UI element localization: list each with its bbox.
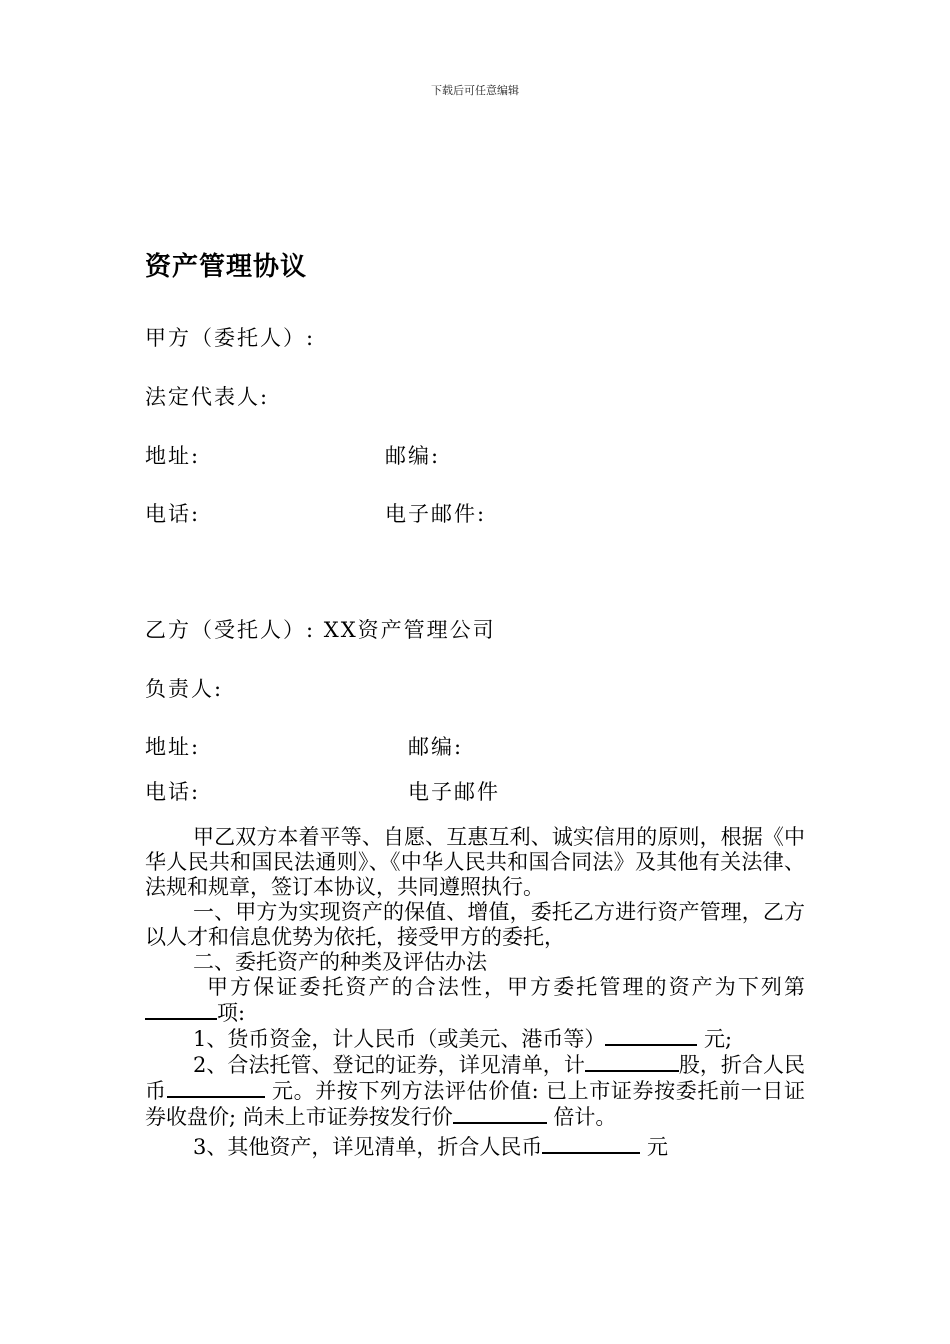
item-2-text: 2、合法托管、登记的证券，详见清单，计: [193, 1053, 585, 1077]
clause-2-intro-suffix: 项:: [217, 1001, 246, 1025]
preamble-paragraph: 甲乙双方本着平等、自愿、互惠互利、诚实信用的原则，根据《中华人民共和国民法通则》、《中华人民共和国合同法》及其他有关法律、法规和规章，签订本协议，共同遵照执行。: [145, 825, 805, 899]
clause-1-paragraph: 一、甲方为实现资产的保值、增值，委托乙方进行资产管理，乙方以人才和信息优势为依托，接受甲方的委托，: [145, 900, 805, 949]
item-3-suffix: 元: [640, 1135, 669, 1159]
item-3-other: [145, 1134, 805, 1160]
party-b-label: 乙方（受托人）: XX资产管理公司: [145, 618, 496, 642]
item-2-valuation: 元。并按下列方法评估价值: 已上市证券按委托前一日证券收盘价; 尚未上市证券按发行价: [145, 1079, 805, 1129]
party-a-label: 甲方（委托人）:: [145, 326, 316, 350]
item-1-text: 1、货币资金，计人民币（或美元、港币等）: [193, 1027, 606, 1051]
item-1-cash: [145, 1026, 805, 1052]
party-b-phone-label: 电话:: [145, 780, 201, 804]
agreement-body: [145, 825, 805, 1160]
clause-2-intro-text: 甲方保证委托资产的合法性，甲方委托管理的资产为下列第: [207, 975, 805, 999]
party-a-address-label: 地址:: [145, 444, 201, 468]
party-b-postcode-label: 邮编:: [408, 735, 464, 759]
party-a-phone-label: 电话:: [145, 502, 201, 526]
clause-2-heading: 二、委托资产的种类及评估办法: [193, 950, 487, 974]
party-b-contact: [145, 776, 500, 806]
party-a-email-label: 电子邮件:: [385, 502, 487, 526]
item-2-mid: 股，折合人民币: [145, 1053, 806, 1103]
other-assets-value-blank: [542, 1134, 640, 1154]
party-a-representative: 法定代表人:: [145, 385, 270, 409]
document-title: 资产管理协议: [145, 252, 308, 282]
issue-price-multiple-blank: [453, 1104, 547, 1124]
item-2-suffix: 倍计。: [546, 1105, 617, 1129]
cash-amount-blank: [605, 1026, 697, 1046]
party-b-address: [145, 731, 464, 761]
item-1-suffix: 元;: [697, 1027, 733, 1051]
party-a-contact: [145, 498, 487, 528]
shares-count-blank: [585, 1052, 679, 1072]
item-count-blank: [145, 1000, 217, 1020]
item-3-text: 3、其他资产，详见清单，折合人民币: [193, 1135, 543, 1159]
item-2-securities: [145, 1052, 805, 1130]
clause-2-intro: [145, 975, 805, 1026]
page-header: 下载后可任意编辑: [431, 84, 519, 97]
party-b-email-label: 电子邮件: [408, 780, 500, 804]
securities-value-blank: [167, 1078, 265, 1098]
party-b-head: 负责人:: [145, 677, 224, 701]
party-a-postcode-label: 邮编:: [385, 444, 441, 468]
party-b-address-label: 地址:: [145, 735, 201, 759]
party-a-address: [145, 440, 441, 470]
